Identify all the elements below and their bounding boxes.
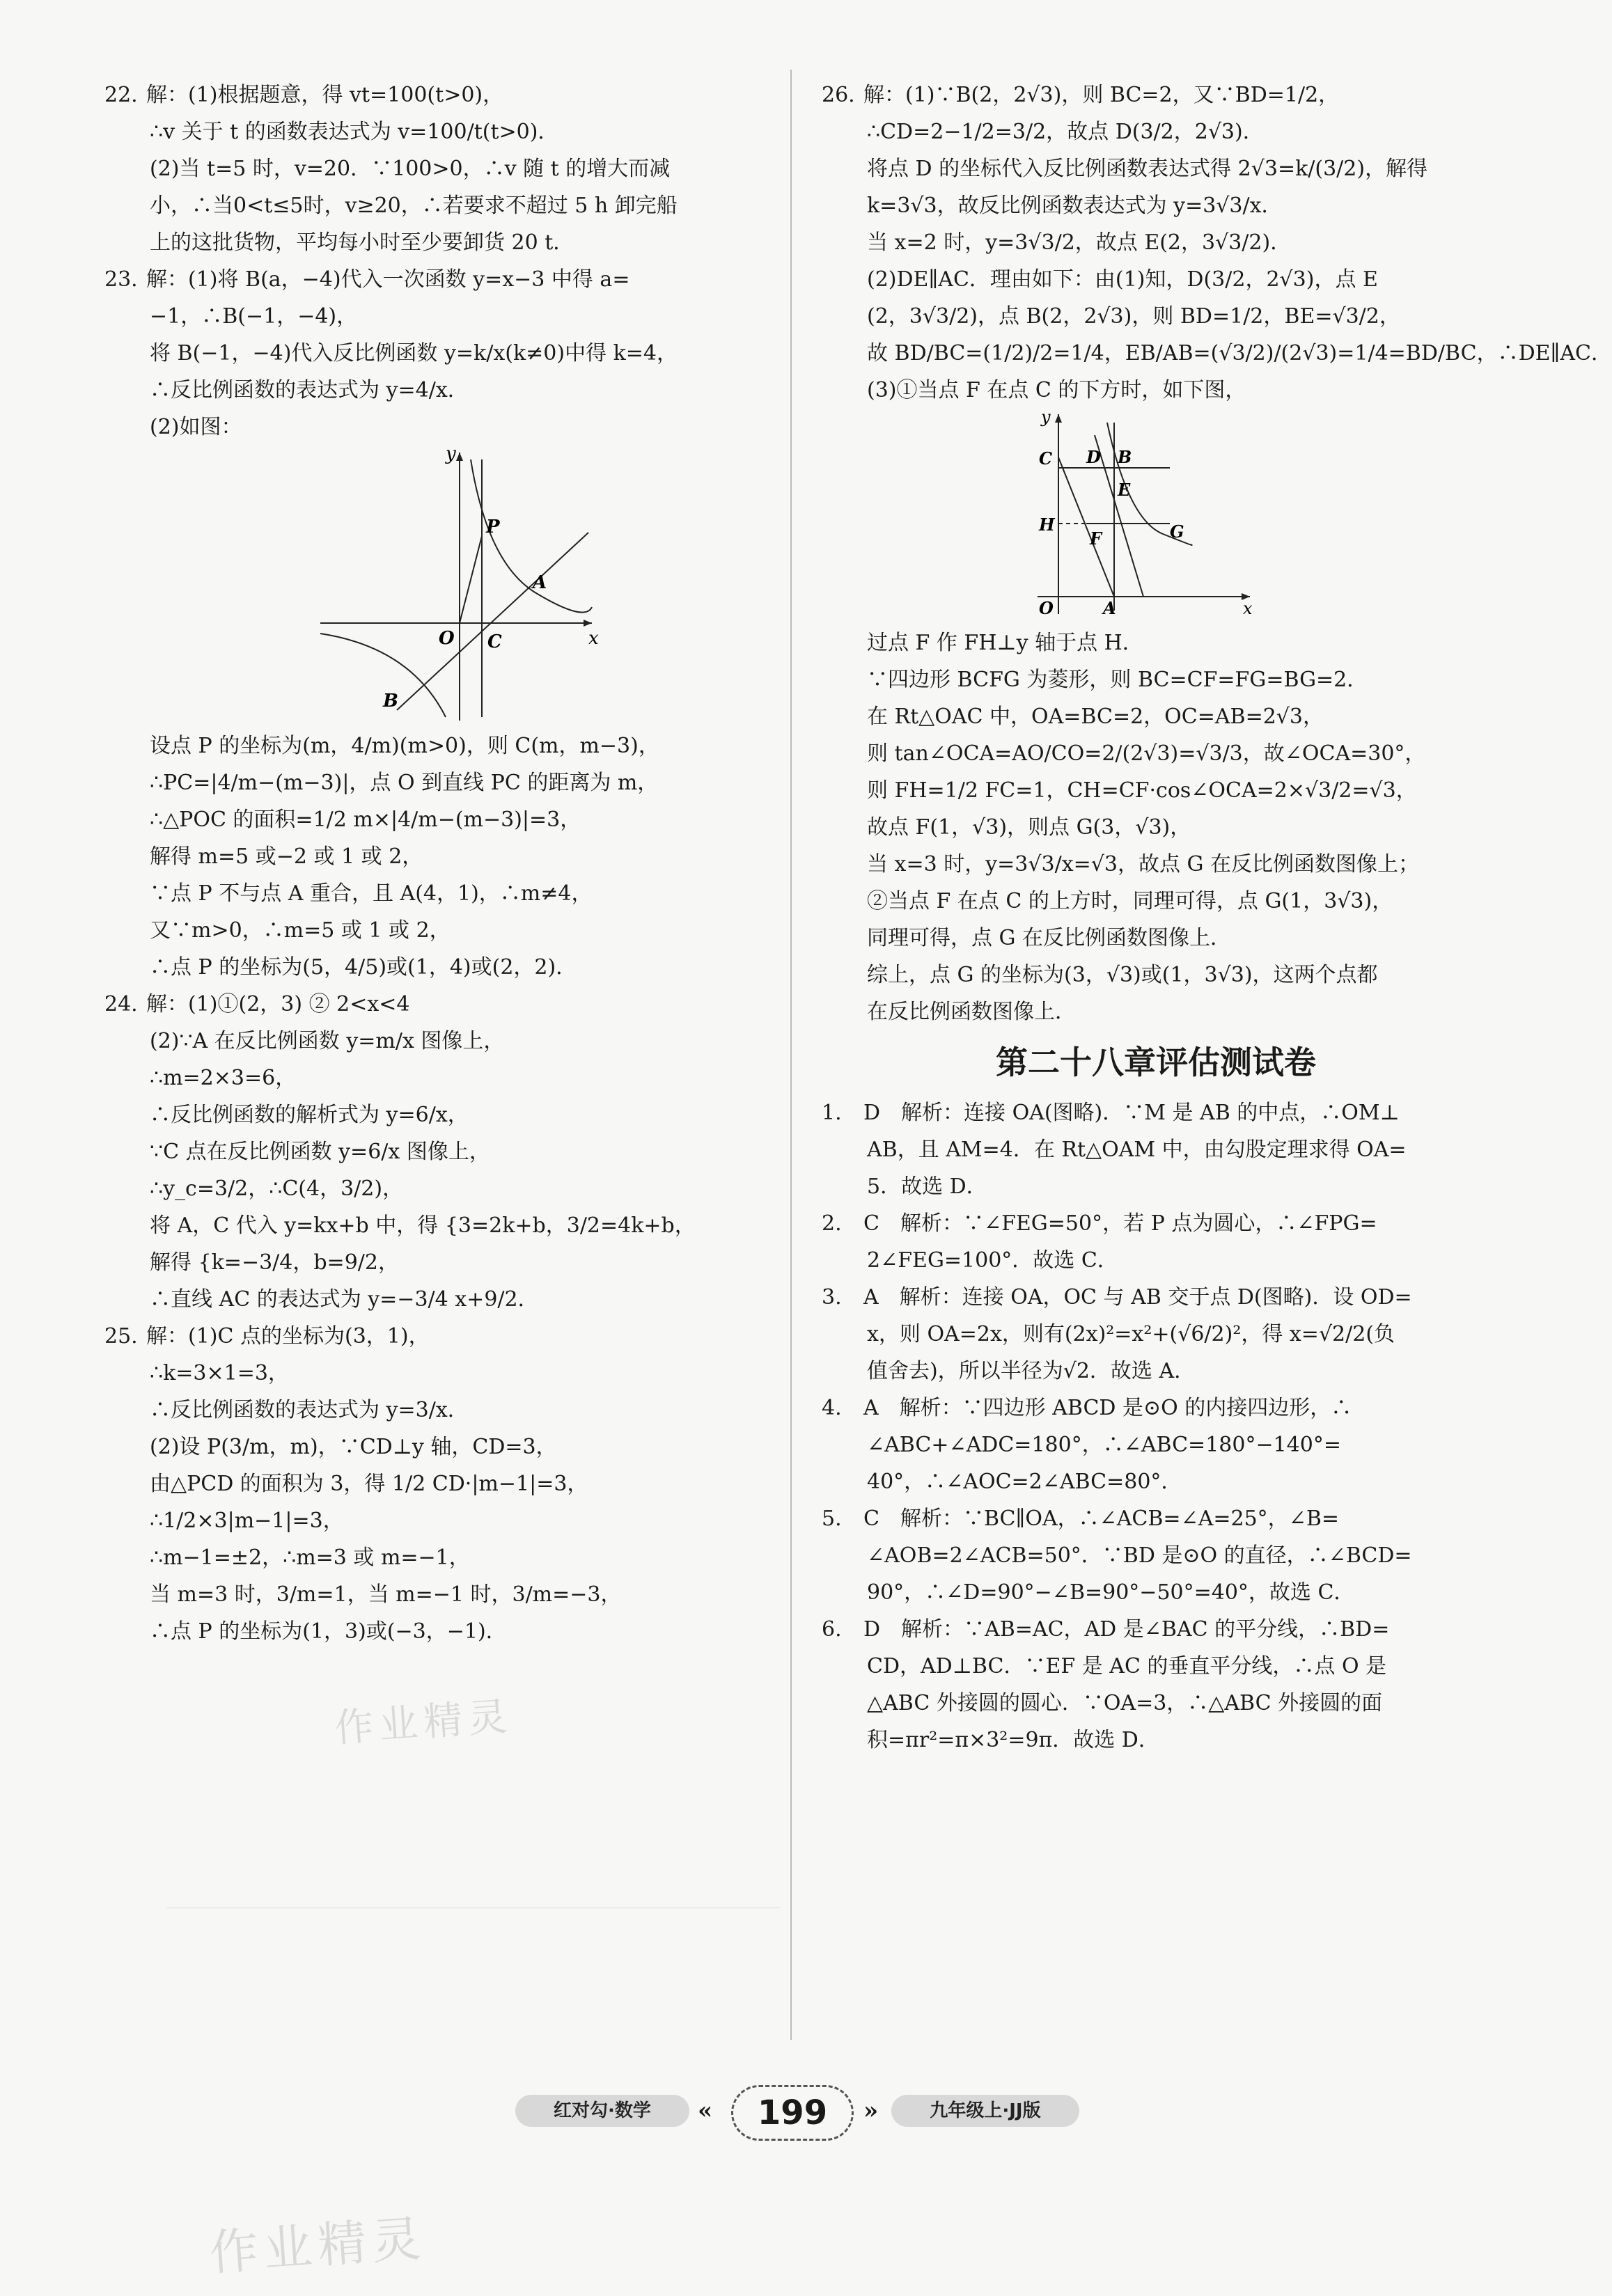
solution-line xyxy=(104,1576,776,1613)
solution-line xyxy=(104,801,776,838)
line-text: 值舍去)，所以半径为√2．故选 A． xyxy=(867,1359,1196,1383)
line-text: 综上，点 G 的坐标为(3，√3)或(1，3√3)，这两个点都 xyxy=(867,963,1378,987)
fig2-label-c: C xyxy=(1039,448,1053,469)
question-line xyxy=(104,261,776,298)
solution-line xyxy=(104,113,776,150)
solution-line xyxy=(822,661,1490,698)
question-number: 23. xyxy=(104,267,138,292)
line-text: 上的这批货物，平均每小时至少要卸货 20 t． xyxy=(150,230,574,255)
question-number: 2. xyxy=(822,1211,842,1236)
line-text: △ABC 外接圆的圆心．∵OA=3，∴△ABC 外接圆的面 xyxy=(867,1691,1383,1715)
line-text: (2)如图： xyxy=(150,415,242,439)
line-text: 解：(1)将 B(a，−4)代入一次函数 y=x−3 中得 a= xyxy=(146,267,630,292)
solution-line xyxy=(822,1648,1490,1685)
left-column xyxy=(104,77,776,1650)
line-text: C 解析：∵∠FEG=50°，若 P 点为圆心，∴∠FPG= xyxy=(863,1211,1377,1236)
question-line xyxy=(104,77,776,113)
solution-line xyxy=(104,409,776,446)
fig2-label-d: D xyxy=(1086,447,1101,467)
line-text: 解：(1)根据题意，得 vt=100(t>0)， xyxy=(146,83,504,107)
line-text: ∠AOB=2∠ACB=50°．∵BD 是⊙O 的直径，∴∠BCD= xyxy=(867,1543,1412,1568)
grade-badge: 九年级上·JJ版 xyxy=(891,2095,1079,2127)
page-number: 199 xyxy=(731,2085,854,2141)
line-text: ∠ABC+∠ADC=180°，∴∠ABC=180°−140°= xyxy=(867,1433,1341,1457)
solution-line xyxy=(822,1353,1490,1390)
solution-line xyxy=(822,809,1490,846)
solution-line xyxy=(822,993,1490,1030)
line-text: 90°，∴∠D=90°−∠B=90°−50°=40°，故选 C． xyxy=(867,1580,1355,1605)
question-number: 6. xyxy=(822,1617,842,1642)
question-number: 4. xyxy=(822,1396,842,1420)
fig1-label-b: B xyxy=(383,691,398,711)
solution-line xyxy=(822,698,1490,735)
solution-line xyxy=(822,1685,1490,1722)
solution-line xyxy=(104,1502,776,1539)
fig2-label-y: y xyxy=(1041,407,1051,427)
question-line xyxy=(104,986,776,1023)
question-line xyxy=(822,1611,1490,1648)
solution-line xyxy=(822,187,1490,224)
line-text: ∴v 关于 t 的函数表达式为 v=100/t(t>0)． xyxy=(150,120,559,144)
solution-line xyxy=(822,224,1490,261)
line-text: 在反比例函数图像上． xyxy=(867,1000,1076,1024)
solution-line xyxy=(822,846,1490,883)
line-text: ∴1/2×3|m−1|=3， xyxy=(150,1509,344,1533)
line-text: 当 x=3 时，y=3√3/x=√3，故点 G 在反比例函数图像上； xyxy=(867,852,1419,876)
column-divider xyxy=(790,70,792,2040)
solution-line xyxy=(104,1465,776,1502)
line-text: ∴直线 AC 的表达式为 y=−3/4 x+9/2． xyxy=(150,1287,539,1312)
solution-line xyxy=(104,1355,776,1392)
line-text: 故 BD/BC=(1/2)/2=1/4，EB/AB=(√3/2)/(2√3)=1/4=BD/BC，∴DE∥AC． xyxy=(867,341,1612,365)
question-line xyxy=(822,1390,1490,1426)
line-text: 将 B(−1，−4)代入反比例函数 y=k/x(k≠0)中得 k=4， xyxy=(150,341,678,365)
question-line xyxy=(822,1094,1490,1131)
solution-line xyxy=(822,920,1490,957)
line-text: 在 Rt△OAC 中，OA=BC=2，OC=AB=2√3， xyxy=(867,705,1324,729)
fig2-label-o: O xyxy=(1039,598,1054,618)
solution-line xyxy=(822,1426,1490,1463)
line-text: 积=πr²=π×3²=9π．故选 D． xyxy=(867,1728,1159,1752)
line-text: AB，且 AM=4．在 Rt△OAM 中，由勾股定理求得 OA= xyxy=(867,1138,1407,1162)
fig1-label-p: P xyxy=(486,517,500,537)
solution-line xyxy=(822,1242,1490,1279)
line-text: D 解析：连接 OA(图略)．∵M 是 AB 的中点，∴OM⊥ xyxy=(863,1101,1400,1125)
fig2-label-b: B xyxy=(1118,447,1132,467)
solution-line xyxy=(104,912,776,949)
solution-line xyxy=(822,1168,1490,1205)
solution-line xyxy=(822,624,1490,661)
line-text: 则 FH=1/2 FC=1，CH=CF·cos∠OCA=2×√3/2=√3， xyxy=(867,778,1417,803)
solution-line xyxy=(822,1722,1490,1759)
solution-line xyxy=(822,1316,1490,1353)
line-text: 将 A，C 代入 y=kx+b 中，得 {3=2k+b，3/2=4k+b， xyxy=(150,1213,696,1238)
fig1-label-a: A xyxy=(533,572,547,593)
solution-line xyxy=(104,1170,776,1207)
chapter-title: 第二十八章评估测试卷 xyxy=(996,1044,1316,1081)
fig1-label-x: x xyxy=(588,628,599,649)
line-text: x，则 OA=2x，则有(2x)²=x²+(√6/2)²，得 x=√2/2(负 xyxy=(867,1322,1395,1346)
line-text: 解得 m=5 或−2 或 1 或 2， xyxy=(150,844,423,869)
line-text: ∴k=3×1=3， xyxy=(150,1361,289,1385)
line-text: 故点 F(1，√3)，则点 G(3，√3)， xyxy=(867,815,1191,840)
line-text: 2∠FEG=100°．故选 C． xyxy=(867,1248,1118,1273)
solution-line xyxy=(822,883,1490,920)
figure-26-graph xyxy=(1031,409,1260,618)
line-text: 当 m=3 时，3/m=1，当 m=−1 时，3/m=−3， xyxy=(150,1582,622,1607)
solution-line xyxy=(104,949,776,986)
line-text: 解：(1)①(2，3) ② 2<x<4 xyxy=(146,992,410,1016)
solution-line xyxy=(822,372,1490,409)
line-text: ∴y_c=3/2，∴C(4，3/2)， xyxy=(150,1177,404,1201)
line-text: A 解析：连接 OA，OC 与 AB 交于点 D(图略)．设 OD= xyxy=(863,1285,1412,1310)
line-text: ∴PC=|4/m−(m−3)|，点 O 到直线 PC 的距离为 m， xyxy=(150,771,659,795)
line-text: 则 tan∠OCA=AO/CO=2/(2√3)=√3/3，故∠OCA=30°， xyxy=(867,741,1426,766)
fig2-label-e: E xyxy=(1118,480,1131,500)
line-text: 又∵m>0，∴m=5 或 1 或 2， xyxy=(150,918,451,943)
solution-line xyxy=(822,113,1490,150)
solution-line xyxy=(104,335,776,372)
solution-line xyxy=(104,1392,776,1429)
right-chevron-icon: » xyxy=(863,2097,879,2125)
line-text: 解：(1)C 点的坐标为(3，1)， xyxy=(146,1324,430,1348)
line-text: D 解析：∵AB=AC，AD 是∠BAC 的平分线，∴BD= xyxy=(863,1617,1390,1642)
line-text: ∴m−1=±2，∴m=3 或 m=−1， xyxy=(150,1546,470,1570)
line-text: (2)当 t=5 时，v=20．∵100>0，∴v 随 t 的增大而减 xyxy=(150,157,671,181)
solution-line xyxy=(822,772,1490,809)
line-text: A 解析：∵四边形 ABCD 是⊙O 的内接四边形，∴ xyxy=(863,1396,1352,1420)
line-text: C 解析：∵BC∥OA，∴∠ACB=∠A=25°，∠B= xyxy=(863,1507,1339,1531)
solution-line xyxy=(104,224,776,261)
line-text: ∴反比例函数的解析式为 y=6/x， xyxy=(150,1103,469,1127)
solution-line xyxy=(822,298,1490,335)
solution-line xyxy=(104,1133,776,1170)
fig1-label-o: O xyxy=(439,628,455,649)
figure-23 xyxy=(104,443,776,728)
question-number: 25. xyxy=(104,1324,138,1348)
line-text: ∴△POC 的面积=1/2 m×|4/m−(m−3)|=3， xyxy=(150,808,581,832)
question-line xyxy=(822,77,1490,113)
line-text: k=3√3，故反比例函数表达式为 y=3√3/x． xyxy=(867,194,1283,218)
line-text: (2，3√3/2)，点 B(2，2√3)，则 BD=1/2，BE=√3/2， xyxy=(867,304,1400,329)
solution-line xyxy=(104,875,776,912)
line-text: ∴反比例函数的表达式为 y=3/x． xyxy=(150,1398,469,1422)
solution-line xyxy=(104,1096,776,1133)
question-number: 24. xyxy=(104,992,138,1016)
line-text: (2)DE∥AC．理由如下：由(1)知，D(3/2，2√3)，点 E xyxy=(867,267,1378,292)
question-number: 22. xyxy=(104,83,138,107)
figure-26 xyxy=(822,409,1490,624)
line-text: ②当点 F 在点 C 的上方时，同理可得，点 G(1，3√3)， xyxy=(867,889,1393,913)
line-text: −1，∴B(−1，−4)， xyxy=(150,304,358,329)
fig2-label-a: A xyxy=(1103,598,1116,618)
line-text: 解：(1)∵B(2，2√3)，则 BC=2，又∵BD=1/2， xyxy=(863,83,1340,107)
question-line xyxy=(822,1500,1490,1537)
line-text: (2)设 P(3/m，m)，∵CD⊥y 轴，CD=3， xyxy=(150,1435,557,1459)
solution-line xyxy=(822,150,1490,187)
line-text: 当 x=2 时，y=3√3/2，故点 E(2，3√3/2)． xyxy=(867,230,1292,255)
fig1-label-c: C xyxy=(487,631,502,652)
solution-line xyxy=(104,1207,776,1244)
fig2-label-f: F xyxy=(1090,528,1102,549)
line-text: 解得 {k=−3/4，b=9/2， xyxy=(150,1250,399,1275)
line-text: 设点 P 的坐标为(m，4/m)(m>0)，则 C(m，m−3)， xyxy=(150,734,659,758)
line-text: 由△PCD 的面积为 3，得 1/2 CD·|m−1|=3， xyxy=(150,1472,588,1496)
solution-line xyxy=(104,1244,776,1281)
right-column xyxy=(822,77,1612,1759)
line-text: 将点 D 的坐标代入反比例函数表达式得 2√3=k/(3/2)，解得 xyxy=(867,157,1428,181)
watermark: 作业精灵 xyxy=(207,2210,428,2282)
solution-line xyxy=(822,1463,1490,1500)
solution-line xyxy=(822,1574,1490,1611)
solution-line xyxy=(104,298,776,335)
solution-line xyxy=(104,838,776,875)
solution-line xyxy=(104,728,776,764)
fig2-label-g: G xyxy=(1170,521,1184,542)
line-text: 过点 F 作 FH⊥y 轴于点 H． xyxy=(867,631,1143,655)
solution-line xyxy=(104,1613,776,1650)
fig1-label-y: y xyxy=(446,443,456,464)
question-number: 26. xyxy=(822,83,855,107)
question-line xyxy=(104,1318,776,1355)
solution-line xyxy=(104,1023,776,1060)
line-text: ∵四边形 BCFG 为菱形，则 BC=CF=FG=BG=2． xyxy=(867,668,1368,692)
line-text: ∵点 P 不与点 A 重合，且 A(4，1)，∴m≠4， xyxy=(150,881,593,906)
question-number: 5. xyxy=(822,1507,842,1531)
line-text: ∴点 P 的坐标为(1，3)或(−3，−1)． xyxy=(150,1619,507,1644)
line-text: CD，AD⊥BC．∵EF 是 AC 的垂直平分线，∴点 O 是 xyxy=(867,1654,1387,1678)
solution-line xyxy=(822,335,1612,372)
question-number: 3. xyxy=(822,1285,842,1310)
solution-line xyxy=(104,1429,776,1465)
book-title-badge: 红对勾·数学 xyxy=(515,2095,689,2127)
line-text: ∴反比例函数的表达式为 y=4/x． xyxy=(150,378,469,402)
solution-line xyxy=(822,261,1490,298)
line-text: 小，∴当0<t≤5时，v≥20，∴若要求不超过 5 h 卸完船 xyxy=(150,194,678,218)
line-text: (3)①当点 F 在点 C 的下方时，如下图， xyxy=(867,378,1246,402)
solution-line xyxy=(104,372,776,409)
line-text: ∴CD=2−1/2=3/2，故点 D(3/2，2√3)． xyxy=(867,120,1264,144)
fig2-label-x: x xyxy=(1243,599,1253,618)
line-text: (2)∵A 在反比例函数 y=m/x 图像上， xyxy=(150,1029,505,1053)
solution-line xyxy=(822,1131,1490,1168)
question-line xyxy=(822,1205,1490,1242)
solution-line xyxy=(822,1537,1490,1574)
solution-line xyxy=(104,1539,776,1576)
line-text: ∴m=2×3=6， xyxy=(150,1066,297,1090)
line-text: 同理可得，点 G 在反比例函数图像上． xyxy=(867,926,1232,950)
solution-line xyxy=(104,187,776,224)
fig2-label-h: H xyxy=(1039,514,1055,535)
question-line xyxy=(822,1279,1490,1316)
solution-line xyxy=(822,735,1490,772)
page-footer xyxy=(515,2085,1114,2141)
solution-line xyxy=(104,150,776,187)
question-number: 1. xyxy=(822,1101,842,1125)
watermark-faint: 作业精灵 xyxy=(333,1694,515,1752)
left-chevron-icon: « xyxy=(698,2097,713,2125)
solution-line xyxy=(104,1281,776,1318)
line-text: ∴点 P 的坐标为(5，4/5)或(1，4)或(2，2)． xyxy=(150,955,577,980)
line-text: 40°，∴∠AOC=2∠ABC=80°． xyxy=(867,1470,1182,1494)
line-text: ∵C 点在反比例函数 y=6/x 图像上， xyxy=(150,1140,490,1164)
solution-line xyxy=(104,1060,776,1096)
line-text: 5．故选 D． xyxy=(867,1174,987,1199)
solution-line xyxy=(822,957,1490,993)
figure-23-graph xyxy=(313,443,606,724)
solution-line xyxy=(104,764,776,801)
